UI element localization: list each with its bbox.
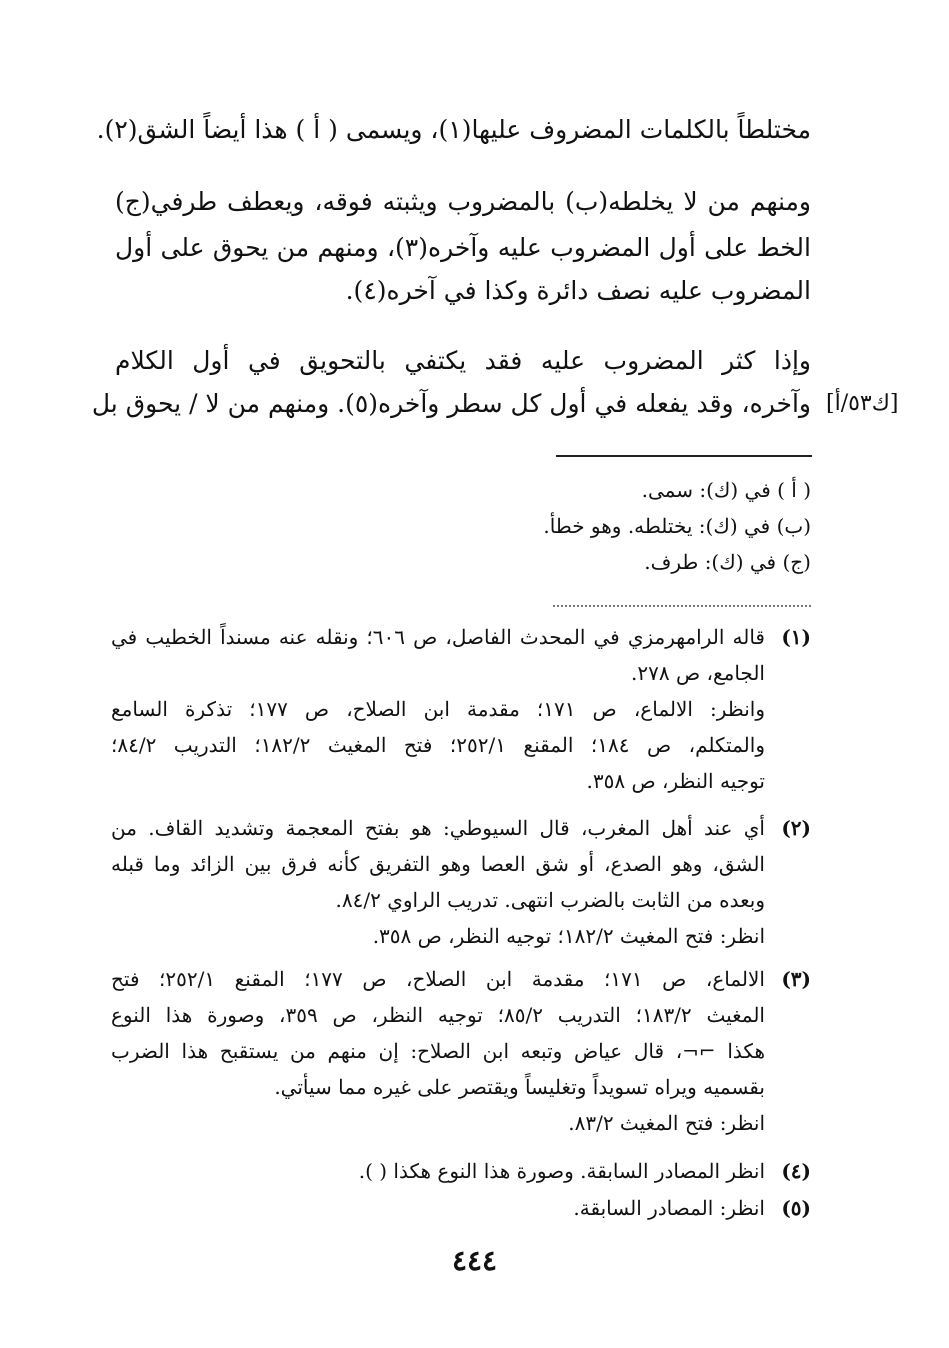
main-text-line: المضروب عليه نصف دائرة وكذا في آخره(٤). <box>345 276 811 305</box>
footnote-number: (٢) <box>781 816 811 840</box>
footnote-2 <box>111 810 811 954</box>
footnote-line: الشق، وهو الصدع، أو شق العصا وهو التفريق كأنه فرق بين الزائد وما قبله <box>111 852 765 876</box>
footnote-line: انظر: فتح المغيث ٨٣/٢. <box>568 1111 765 1135</box>
footnote-number: (١) <box>781 625 811 649</box>
main-text-line: وآخره، وقد يفعله في أول كل سطر وآخره(٥). ومنهم من لا / يحوق بل <box>91 389 811 418</box>
page-number: ٤٤٤ <box>451 1244 498 1277</box>
footnote-line: وانظر: الالماع، ص ١٧١؛ مقدمة ابن الصلاح، ص ١٧٧؛ تذكرة السامع <box>111 697 765 721</box>
footnote-line: أي عند أهل المغرب، قال السيوطي: هو بفتح المعجمة وتشديد القاف. من <box>111 816 765 840</box>
variant-note: (ج) في (ك): طرف. <box>644 550 811 574</box>
footnote-number: (٣) <box>781 967 811 991</box>
main-text-line: الخط على أول المضروب عليه وآخره(٣)، ومنهم من يحوق على أول <box>115 233 811 262</box>
footnote-line: انظر: المصادر السابقة. <box>573 1196 765 1220</box>
footnote-line: قاله الرامهرمزي في المحدث الفاصل، ص ٦٠٦؛ ونقله عنه مسنداً الخطيب في <box>111 625 765 649</box>
footnote-number: (٤) <box>781 1159 811 1183</box>
footnote-line: انظر المصادر السابقة. وصورة هذا النوع هكذا ( ). <box>358 1159 765 1183</box>
footnote-line: الجامع، ص ٢٧٨. <box>631 661 765 685</box>
variant-note: ( أ ) في (ك): سمى. <box>641 478 811 502</box>
footnote-line: والمتكلم، ص ١٨٤؛ المقنع ٢٥٢/١؛ فتح المغيث ١٨٢/٢؛ التدريب ٨٤/٢؛ <box>111 733 765 757</box>
footnote-line: توجيه النظر، ص ٣٥٨. <box>586 769 765 793</box>
footnote-5 <box>111 1190 811 1226</box>
main-text-line: مختلطاً بالكلمات المضروف عليها(١)، ويسمى ( أ ) هذا أيضاً الشق(٢). <box>96 115 811 144</box>
footnote-3 <box>111 961 811 1141</box>
main-text-line: وإذا كثر المضروب عليه فقد يكتفي بالتحويق في أول الكلام <box>115 346 811 375</box>
footnote-line: وبعده من الثابت بالضرب انتهى. تدريب الراوي ٨٤/٢. <box>335 888 765 912</box>
footnote-line: المغيث ١٨٣/٢؛ التدريب ٨٥/٢؛ توجيه النظر، ص ٣٥٩، وصورة هذا النوع <box>111 1003 765 1027</box>
variant-note: (ب) في (ك): يختلطه. وهو خطأ. <box>543 514 811 538</box>
footnote-1 <box>111 619 811 799</box>
footnote-line: هكذا ⌐¬، قال عياض وتبعه ابن الصلاح: إن منهم من يستقبح هذا الضرب <box>111 1039 765 1063</box>
footnote-4 <box>111 1153 811 1189</box>
margin-folio-reference: [ك٥٣/أ] <box>826 391 899 416</box>
footnote-line: انظر: فتح المغيث ١٨٢/٢؛ توجيه النظر، ص ٣٥٨. <box>372 924 765 948</box>
footnote-separator <box>556 455 812 457</box>
main-text-line: ومنهم من لا يخلطه(ب) بالمضروب ويثبته فوقه، ويعطف طرفي(ج) <box>115 187 811 216</box>
footnote-number: (٥) <box>781 1196 811 1220</box>
dotted-separator <box>553 605 811 607</box>
footnote-line: بقسميه ويراه تسويداً وتغليساً ويقتصر على غيره مما سيأتي. <box>274 1075 765 1099</box>
footnote-line: الالماع، ص ١٧١؛ مقدمة ابن الصلاح، ص ١٧٧؛ المقنع ٢٥٢/١؛ فتح <box>111 967 765 991</box>
